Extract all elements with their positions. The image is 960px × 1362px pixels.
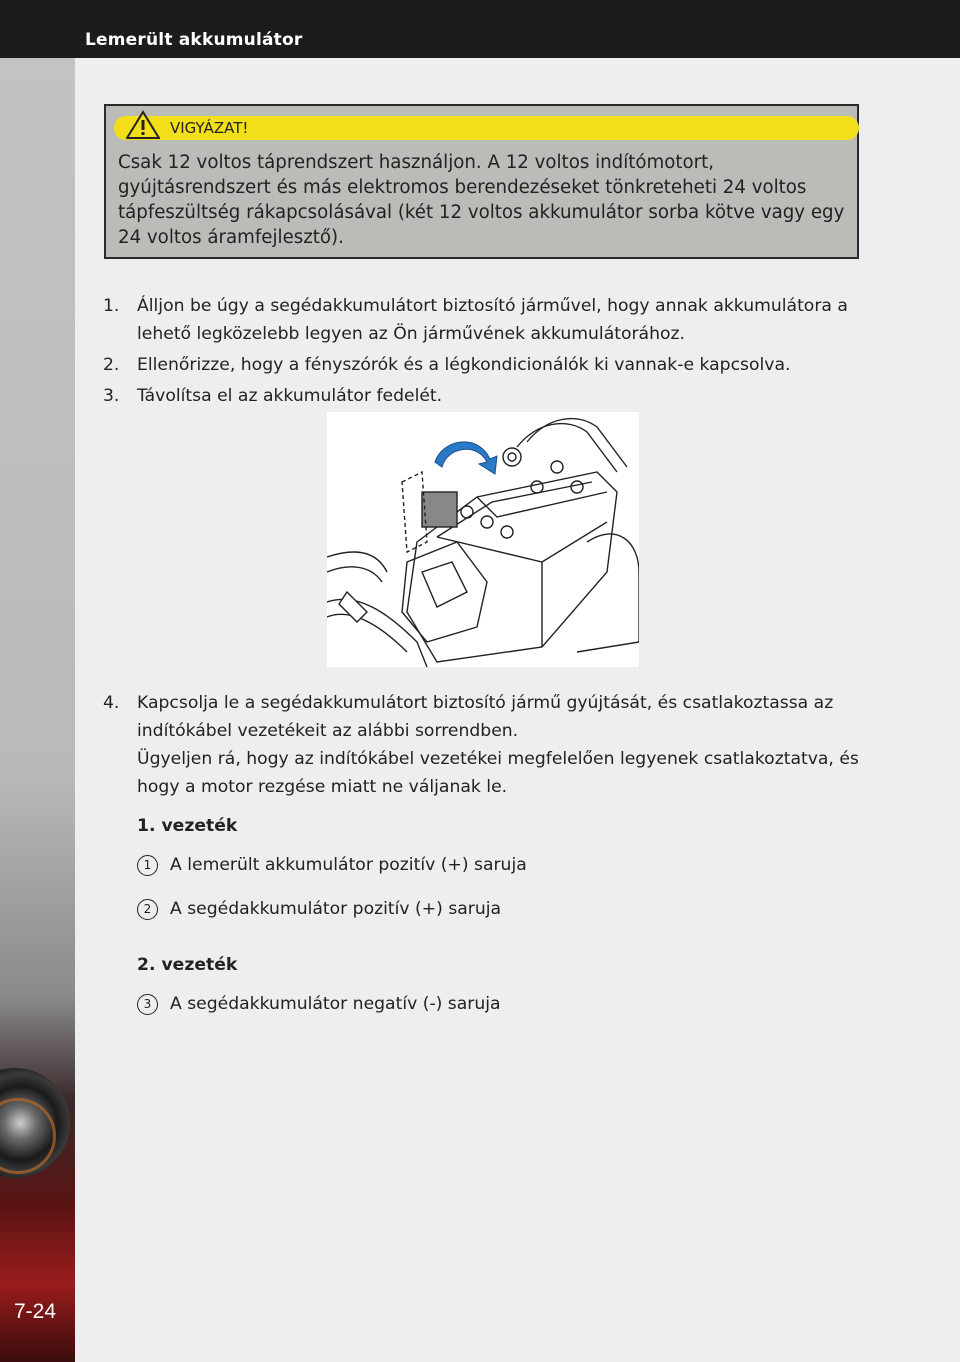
page-number: 7-24 (14, 1300, 57, 1323)
step-note: Ügyeljen rá, hogy az indítókábel vezetékei megfelelően legyenek csatlakoztatva, és hogy a motor rezgése miatt ne váljanak le. (137, 749, 859, 797)
step-number: 4. (103, 693, 120, 713)
list-item (103, 382, 873, 410)
step-text: Kapcsolja le a segédakkumulátort biztosító jármű gyújtását, és csatlakoztassa az indítókábel vezetékeit az alábbi sorrendben. (137, 693, 834, 741)
page-title: Lemerült akkumulátor (85, 30, 303, 50)
item-text: A segédakkumulátor negatív (-) saruja (170, 994, 501, 1014)
circled-number-2: 2 (137, 899, 158, 920)
cable-1-heading: 1. vezeték (137, 816, 238, 836)
caution-label: VIGYÁZAT! (170, 119, 249, 137)
step-number: 3. (103, 386, 120, 406)
caution-header (114, 116, 859, 140)
cable-2-heading: 2. vezeték (137, 955, 238, 975)
list-item (103, 689, 873, 801)
step-number: 2. (103, 355, 120, 375)
list-item (137, 899, 501, 920)
header-bar (0, 0, 960, 58)
step-text: Távolítsa el az akkumulátor fedelét. (137, 386, 443, 406)
item-text: A segédakkumulátor pozitív (+) saruja (170, 899, 502, 919)
warning-icon (126, 110, 160, 140)
list-item (137, 994, 501, 1015)
caution-box (104, 104, 859, 259)
step-text: Álljon be úgy a segédakkumulátort biztosító járművel, hogy annak akkumulátora a lehető legközelebb legyen az Ön járművének akkumulátorához. (137, 296, 848, 344)
circled-number-3: 3 (137, 994, 158, 1015)
list-item (103, 351, 873, 379)
step-4 (103, 689, 873, 804)
battery-drawing (327, 412, 639, 667)
step-text: Ellenőrizze, hogy a fényszórók és a légkondicionálók ki vannak-e kapcsolva. (137, 355, 791, 375)
list-item (103, 292, 873, 348)
caution-text: Csak 12 voltos táprendszert használjon. A 12 voltos indítómotort, gyújtásrendszert és más elektromos berendezéseket tönkreteheti 24 voltos tápfeszültség rákapcsolásával (két 12 voltos akkumulátor sorba kötve vagy egy 24 voltos áramfejlesztő). (118, 152, 845, 248)
step-number: 1. (103, 296, 120, 316)
sidebar-photo-strip (0, 58, 75, 1362)
item-text: A lemerült akkumulátor pozitív (+) saruja (170, 855, 527, 875)
step-4-content (137, 689, 873, 801)
battery-illustration (327, 412, 639, 667)
circled-number-1: 1 (137, 855, 158, 876)
list-item (137, 855, 527, 876)
steps-list (103, 292, 873, 413)
